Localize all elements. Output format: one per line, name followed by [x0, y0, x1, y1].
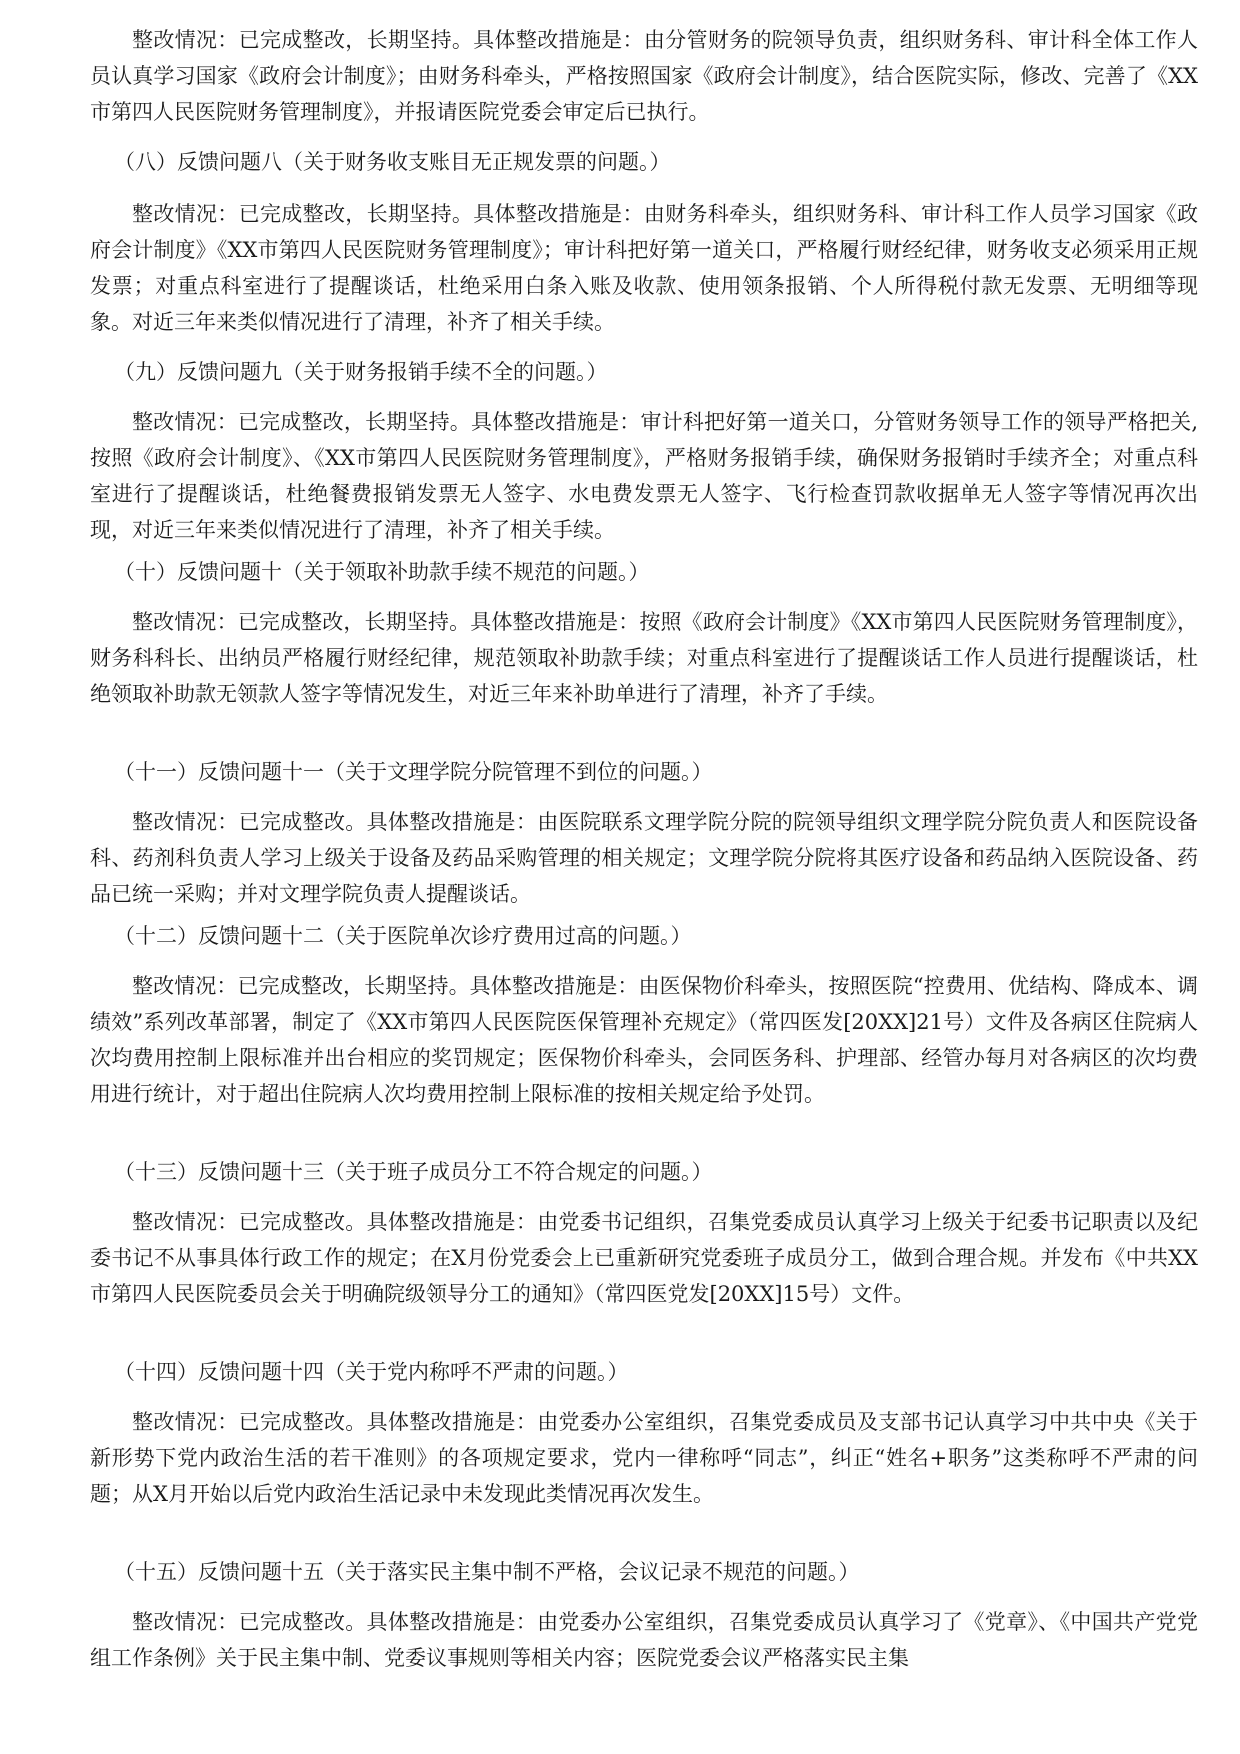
heading-problem-10: （十）反馈问题十（关于领取补助款手续不规范的问题。） — [114, 560, 650, 584]
heading-problem-8: （八）反馈问题八（关于财务收支账目无正规发票的问题。） — [114, 150, 671, 174]
heading-problem-11: （十一）反馈问题十一（关于文理学院分院管理不到位的问题。） — [114, 760, 713, 784]
paragraph-rectification-7: 整改情况：已完成整改，长期坚持。具体整改措施是：由分管财务的院领导负责，组织财务科、审计科全体工作人员认真学习国家《政府会计制度》；由财务科牵头，严格按照国家《政府会计制度》，结合医院实际，修改、完善了《XX市第四人民医院财务管理制度》，并报请医院党委会审定后已执行。 — [90, 28, 1198, 124]
heading-problem-9: （九）反馈问题九（关于财务报销手续不全的问题。） — [114, 360, 608, 384]
heading-problem-15: （十五）反馈问题十五（关于落实民主集中制不严格，会议记录不规范的问题。） — [114, 1560, 860, 1584]
paragraph-rectification-8: 整改情况：已完成整改，长期坚持。具体整改措施是：由财务科牵头，组织财务科、审计科工作人员学习国家《政府会计制度》《XX市第四人民医院财务管理制度》；审计科把好第一道关口，严格履行财经纪律，财务收支必须采用正规发票；对重点科室进行了提醒谈话，杜绝采用白条入账及收款、使用领条报销、个人所得税付款无发票、无明细等现象。对近三年来类似情况进行了清理，补齐了相关手续。 — [90, 202, 1198, 334]
heading-problem-14: （十四）反馈问题十四（关于党内称呼不严肃的问题。） — [114, 1360, 629, 1384]
paragraph-rectification-9: 整改情况：已完成整改，长期坚持。具体整改措施是：审计科把好第一道关口，分管财务领导工作的领导严格把关,按照《政府会计制度》、《XX市第四人民医院财务管理制度》，严格财务报销手续，确保财务报销时手续齐全；对重点科室进行了提醒谈话，杜绝餐费报销发票无人签字、水电费发票无人签字、飞行检查罚款收据单无人签字等情况再次出现，对近三年来类似情况进行了清理，补齐了相关手续。 — [90, 410, 1198, 542]
heading-problem-12: （十二）反馈问题十二（关于医院单次诊疗费用过高的问题。） — [114, 924, 692, 948]
paragraph-rectification-13: 整改情况：已完成整改。具体整改措施是：由党委书记组织，召集党委成员认真学习上级关于纪委书记职责以及纪委书记不从事具体行政工作的规定；在X月份党委会上已重新研究党委班子成员分工，做到合理合规。并发布《中共XX市第四人民医院委员会关于明确院级领导分工的通知》（常四医党发[20XX]15号）文件。 — [90, 1210, 1198, 1306]
paragraph-rectification-11: 整改情况：已完成整改。具体整改措施是：由医院联系文理学院分院的院领导组织文理学院分院负责人和医院设备科、药剂科负责人学习上级关于设备及药品采购管理的相关规定；文理学院分院将其医疗设备和药品纳入医院设备、药品已统一采购；并对文理学院负责人提醒谈话。 — [90, 810, 1198, 906]
paragraph-rectification-12: 整改情况：已完成整改，长期坚持。具体整改措施是：由医保物价科牵头，按照医院“控费用、优结构、降成本、调绩效”系列改革部署，制定了《XX市第四人民医院医保管理补充规定》（常四医发[20XX]21号）文件及各病区住院病人次均费用控制上限标准并出台相应的奖罚规定；医保物价科牵头，会同医务科、护理部、经管办每月对各病区的次均费用进行统计，对于超出住院病人次均费用控制上限标准的按相关规定给予处罚。 — [90, 974, 1198, 1106]
paragraph-rectification-14: 整改情况：已完成整改。具体整改措施是：由党委办公室组织，召集党委成员及支部书记认真学习中共中央《关于新形势下党内政治生活的若干准则》的各项规定要求，党内一律称呼“同志”，纠正“姓名+职务”这类称呼不严肃的问题；从X月开始以后党内政治生活记录中未发现此类情况再次发生。 — [90, 1410, 1198, 1506]
heading-problem-13: （十三）反馈问题十三（关于班子成员分工不符合规定的问题。） — [114, 1160, 713, 1184]
paragraph-rectification-10: 整改情况：已完成整改，长期坚持。具体整改措施是：按照《政府会计制度》《XX市第四人民医院财务管理制度》，财务科科长、出纳员严格履行财经纪律，规范领取补助款手续；对重点科室进行了提醒谈话工作人员进行提醒谈话，杜绝领取补助款无领款人签字等情况发生，对近三年来补助单进行了清理，补齐了手续。 — [90, 610, 1198, 706]
paragraph-rectification-15: 整改情况：已完成整改。具体整改措施是：由党委办公室组织，召集党委成员认真学习了《党章》、《中国共产党党组工作条例》关于民主集中制、党委议事规则等相关内容；医院党委会议严格落实民主集 — [90, 1610, 1198, 1670]
